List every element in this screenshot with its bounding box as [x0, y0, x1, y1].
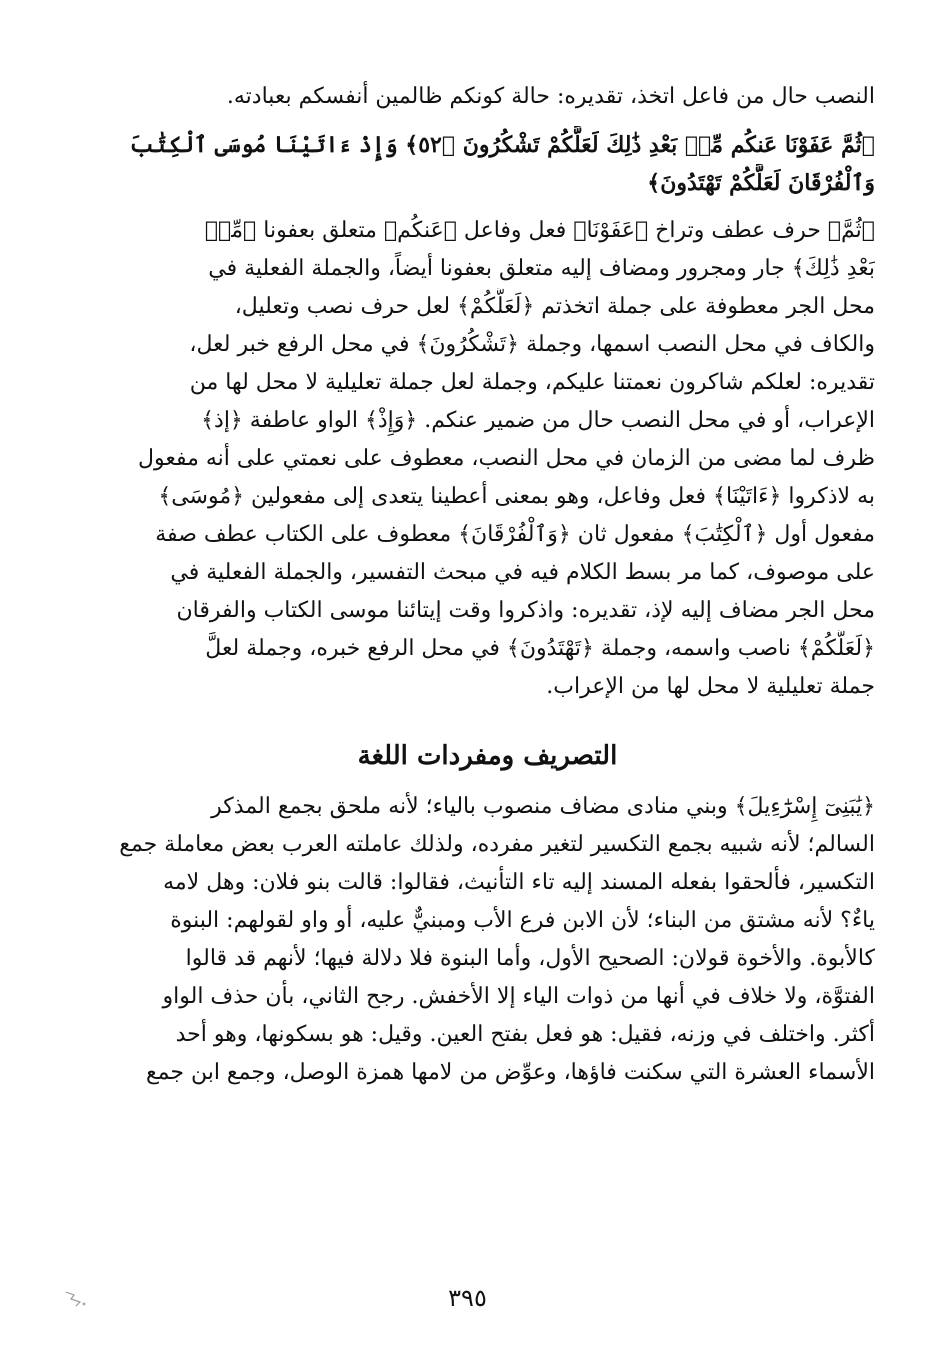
- analysis-line: ﴿لَعَلَّكُمْ﴾ ناصب واسمه، وجملة ﴿تَهْتَدُونَ﴾ في محل الرفع خبره، وجملة لعلَّ: [205, 636, 875, 661]
- spacer: [100, 778, 875, 788]
- analysis-line: محل الجر معطوفة على جملة اتخذتم ﴿لَعَلَّكُمْ﴾ لعل حرف نصب وتعليل،: [234, 294, 875, 319]
- analysis-line: محل الجر مضاف إليه لإذ، تقديره: واذكروا وقت إيتائنا موسى الكتاب والفرقان: [176, 598, 875, 623]
- page-body: [100, 78, 875, 1092]
- analysis-line: جملة تعليلية لا محل لها من الإعراب.: [546, 674, 875, 699]
- analysis-line: على موصوف، كما مر بسط الكلام فيه في مبحث التفسير، والجملة الفعلية في: [170, 560, 875, 585]
- morphology-line: ﴿يَٰبَنِىٓ إِسْرَٰٓءِيلَ﴾ وبني منادى مضاف منصوب بالياء؛ لأنه ملحق بجمع المذكر: [211, 794, 875, 819]
- section-heading: التصريف ومفردات اللغة: [357, 741, 618, 771]
- spacer: [100, 116, 875, 126]
- intro-line: النصب حال من فاعل اتخذ، تقديره: حالة كونكم ظالمين أنفسكم بعبادته.: [226, 84, 875, 109]
- morphology-line: التكسير، فألحقوا بفعله المسند إليه تاء التأنيث، فقالوا: قالت بنو فلان: وهل لامه: [163, 870, 875, 895]
- spacer: [100, 202, 875, 212]
- analysis-line: به لاذكروا ﴿ءَاتَيْنَا﴾ فعل وفاعل، وهو بمعنى أعطينا يتعدى إلى مفعولين ﴿مُوسَى﴾: [158, 484, 875, 509]
- analysis-line: ﴿ثُمَّ﴾ حرف عطف وتراخ ﴿عَفَوْنَا﴾ فعل وفاعل ﴿عَنكُم﴾ متعلق بعفونا ﴿مِّنۢ: [204, 218, 875, 243]
- morphology-line: أكثر. واختلف في وزنه، فقيل: هو فعل بفتح العين. وقيل: هو بسكونها، وهو أحد: [175, 1022, 875, 1047]
- morphology-line: السالم؛ لأنه شبيه بجمع التكسير لتغير مفرده، ولذلك عاملته العرب بعض معاملة جمع: [119, 832, 875, 857]
- quran-verse-line: وَٱلْفُرْقَانَ لَعَلَّكُمْ تَهْتَدُونَ﴾: [647, 170, 875, 196]
- analysis-line: مفعول أول ﴿ٱلْكِتَٰبَ﴾ مفعول ثان ﴿وَٱلْفُرْقَانَ﴾ معطوف على الكتاب عطف صفة: [155, 522, 875, 547]
- morphology-line: كالأبوة. والأخوة قولان: الصحيح الأول، وأما البنوة فلا دلالة فيها؛ لأنهم قد قالوا: [185, 946, 875, 971]
- analysis-line: والكاف في محل النصب اسمها، وجملة ﴿تَشْكُرُونَ﴾ في محل الرفع خبر لعل،: [189, 332, 875, 357]
- page-number: ٣٩٥: [448, 1284, 487, 1312]
- morphology-line: ياءٌ؟ لأنه مشتق من البناء؛ لأن الابن فرع الأب ومبنيٌّ عليه، أو واو لقولهم: البنوة: [170, 908, 875, 933]
- morphology-line: الفتوَّة، ولا خلاف في أنها من ذوات الياء إلا الأخفش. رجح الثاني، بأن حذف الواو: [162, 984, 875, 1009]
- analysis-line: بَعْدِ ذَٰلِكَ﴾ جار ومجرور ومضاف إليه متعلق بعفونا أيضاً، والجملة الفعلية في: [208, 256, 875, 281]
- quran-verse-line: ﴿ثُمَّ عَفَوْنَا عَنكُم مِّنۢ بَعْدِ ذَٰلِكَ لَعَلَّكُمْ تَشْكُرُونَ ﴿٥٢﴾ وَإِذْ ءَاتَيْنَا مُوسَى ٱلْكِتَٰبَ: [129, 132, 875, 158]
- analysis-line: ظرف لما مضى من الزمان في محل النصب، معطوف على نعمتي على أنه مفعول: [138, 446, 875, 471]
- analysis-line: الإعراب، أو في محل النصب حال من ضمير عنكم. ﴿وَإِذْ﴾ الواو عاطفة ﴿إذ﴾: [201, 408, 875, 433]
- morphology-line: الأسماء العشرة التي سكنت فاؤها، وعوِّض من لامها همزة الوصل، وجمع ابن جمع: [145, 1060, 875, 1085]
- spacer: [100, 706, 875, 734]
- analysis-line: تقديره: لعلكم شاكرون نعمتنا عليكم، وجملة لعل جملة تعليلية لا محل لها من: [189, 370, 875, 395]
